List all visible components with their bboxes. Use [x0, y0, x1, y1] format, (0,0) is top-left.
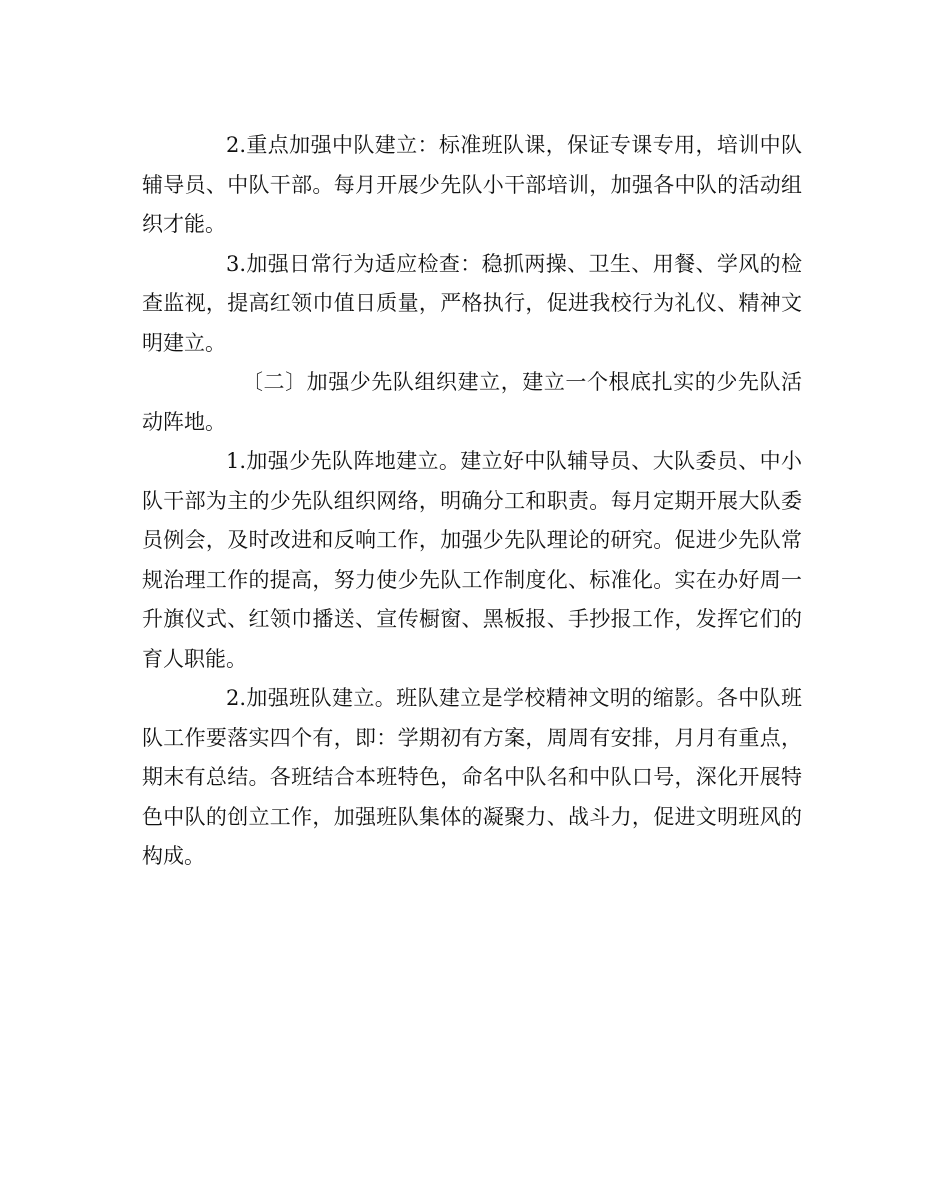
paragraph-position-building: 1.加强少先队阵地建立。建立好中队辅导员、大队委员、中小队干部为主的少先队组织网络，明确分工和职责。每月定期开展大队委员例会，及时改进和反响工作，加强少先队理论的研究。促进少先队常规治理工作的提高，努力使少先队工作制度化、标准化。实在办好周一升旗仪式、红领巾播送、宣传橱窗、黑板报、手抄报工作，发挥它们的育人职能。	[142, 449, 802, 671]
paragraph-daily-behavior-check: 3.加强日常行为适应检查：稳抓两操、卫生、用餐、学风的检查监视，提高红领巾值日质量，严格执行，促进我校行为礼仪、精神文明建立。	[142, 251, 802, 355]
paragraph-section-heading-2: 〔二〕加强少先队组织建立，建立一个根底扎实的少先队活动阵地。	[142, 370, 802, 434]
paragraph-class-team-building: 2.加强班队建立。班队建立是学校精神文明的缩影。各中队班队工作要落实四个有，即：学期初有方案，周周有安排，月月有重点，期末有总结。各班结合本班特色，命名中队名和中队口号，深化开展特色中队的创立工作，加强班队集体的凝聚力、战斗力，促进文明班风的构成。	[142, 686, 802, 868]
document-body	[142, 126, 802, 877]
paragraph-middle-team-building: 2.重点加强中队建立：标准班队课，保证专课专用，培训中队辅导员、中队干部。每月开展少先队小干部培训，加强各中队的活动组织才能。	[142, 133, 802, 236]
